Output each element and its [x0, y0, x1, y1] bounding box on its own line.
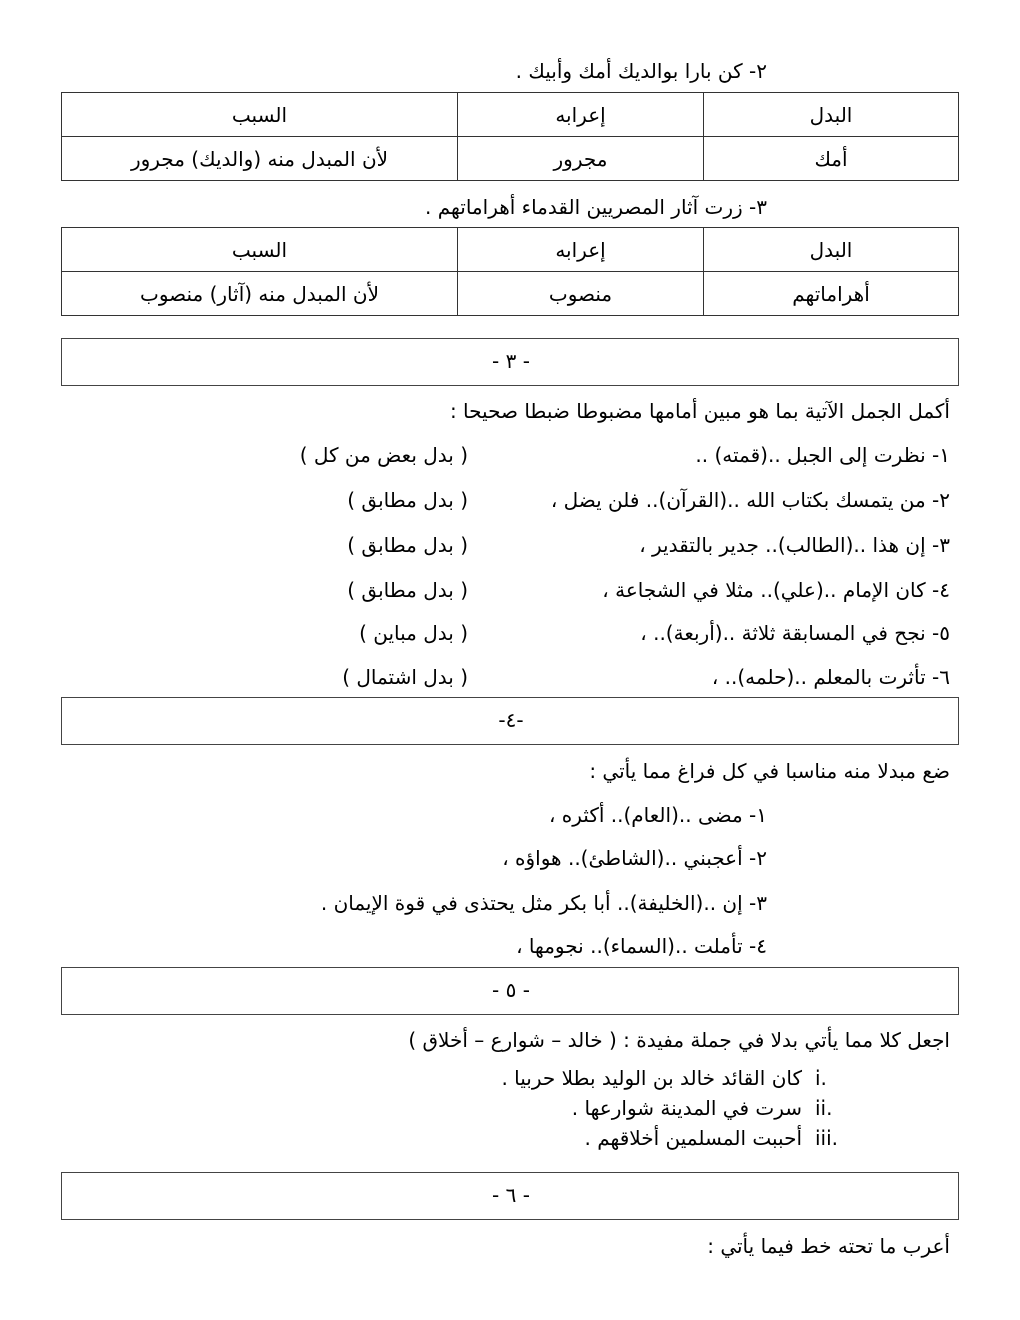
- section-4-header: [61, 697, 959, 745]
- table-row: [62, 137, 959, 181]
- header-reason: السبب: [62, 228, 458, 272]
- section-3-instruction: أكمل الجمل الآتية بما هو مبين أمامها مضبوطا ضبطا صحيحا :: [449, 399, 950, 423]
- roman-numeral: i.: [815, 1066, 827, 1090]
- list-item-hint: ( بدل مطابق ): [347, 578, 468, 602]
- list-item: ١- نظرت إلى الجبل ..(قمته) ..: [695, 443, 950, 467]
- section-5-header: [61, 967, 959, 1015]
- list-item: ٤- تأملت ..(السماء).. نجومها ،: [516, 934, 767, 958]
- answer-table-2: [61, 227, 959, 316]
- cell-badal: أهراماتهم: [704, 272, 959, 316]
- question-3-sentence: ٣- زرت آثار المصريين القدماء أهراماتهم .: [425, 195, 767, 219]
- list-item: ٣- إن هذا ..(الطالب).. جدير بالتقدير ،: [639, 533, 950, 557]
- list-item: ٤- كان الإمام ..(علي).. مثلا في الشجاعة ،: [602, 578, 950, 602]
- list-item: ٥- نجح في المسابقة ثلاثة ..(أربعة).. ،: [640, 621, 950, 645]
- section-number: - ٥ -: [492, 978, 530, 1002]
- cell-irab: منصوب: [458, 272, 704, 316]
- section-number: -٤-: [498, 708, 524, 732]
- question-2-sentence: ٢- كن بارا بوالديك أمك وأبيك .: [515, 59, 767, 83]
- list-item: ١- مضى ..(العام).. أكثره ،: [548, 803, 767, 827]
- header-badal: البدل: [704, 93, 959, 137]
- list-item-hint: ( بدل اشتمال ): [342, 665, 468, 689]
- header-reason: السبب: [62, 93, 458, 137]
- table-row: [62, 272, 959, 316]
- section-5-instruction: اجعل كلا مما يأتي بدلا في جملة مفيدة : ( خالد – شوارع – أخلاق ): [408, 1028, 950, 1052]
- header-badal: البدل: [704, 228, 959, 272]
- list-item: ٢- من يتمسك بكتاب الله ..(القرآن).. فلن يضل ،: [550, 488, 950, 512]
- header-irab: إعرابه: [458, 228, 704, 272]
- section-number: - ٣ -: [492, 349, 530, 373]
- cell-reason: لأن المبدل منه (والديك) مجرور: [62, 137, 458, 181]
- cell-irab: مجرور: [458, 137, 704, 181]
- list-item: ٦- تأثرت بالمعلم ..(حلمه).. ،: [711, 665, 950, 689]
- roman-numeral: ii.: [815, 1096, 833, 1120]
- table-header-row: [62, 228, 959, 272]
- list-item: سرت في المدينة شوارعها .: [571, 1096, 802, 1120]
- header-irab: إعرابه: [458, 93, 704, 137]
- list-item-hint: ( بدل مباين ): [359, 621, 468, 645]
- list-item-hint: ( بدل مطابق ): [347, 488, 468, 512]
- list-item: ٣- إن ..(الخليفة).. أبا بكر مثل يحتذى في قوة الإيمان .: [320, 891, 767, 915]
- section-4-instruction: ضع مبدلا منه مناسبا في كل فراغ مما يأتي :: [589, 759, 950, 783]
- section-6-instruction: أعرب ما تحته خط فيما يأتي :: [707, 1234, 950, 1258]
- roman-numeral: iii.: [815, 1126, 839, 1150]
- cell-reason: لأن المبدل منه (آثار) منصوب: [62, 272, 458, 316]
- section-6-header: [61, 1172, 959, 1220]
- cell-badal: أمك: [704, 137, 959, 181]
- section-3-header: [61, 338, 959, 386]
- list-item: ٢- أعجبني ..(الشاطئ).. هواؤه ،: [502, 846, 767, 870]
- answer-table-1: [61, 92, 959, 181]
- section-number: - ٦ -: [492, 1183, 530, 1207]
- list-item: أحببت المسلمين أخلاقهم .: [584, 1126, 802, 1150]
- table-header-row: [62, 93, 959, 137]
- list-item-hint: ( بدل مطابق ): [347, 533, 468, 557]
- list-item-hint: ( بدل بعض من كل ): [299, 443, 468, 467]
- list-item: كان القائد خالد بن الوليد بطلا حربيا .: [501, 1066, 802, 1090]
